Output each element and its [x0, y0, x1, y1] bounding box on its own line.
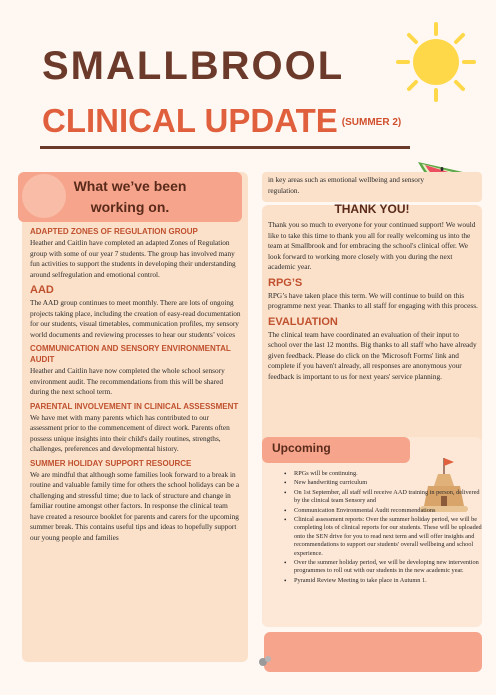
list-item: • New handwriting curriculum: [284, 479, 484, 487]
list-item: • RPGs will be continuing.: [284, 470, 484, 478]
right-panel-body: [268, 220, 478, 385]
left-panel-body: [30, 224, 242, 546]
section-title: ADAPTED ZONES OF REGULATION GROUP: [30, 227, 198, 236]
upcoming-title: Upcoming: [272, 441, 331, 455]
section-title: SUMMER HOLIDAY SUPPORT RESOURCE: [30, 458, 192, 468]
section-title: COMMUNICATION AND SENSORY ENVIRONMENTAL AUDIT: [30, 344, 231, 364]
heading-line-1: What we’ve been: [73, 178, 187, 194]
list-item: • On 1st September, all staff will receive AAD training in person, delivered by the clinical team Sensory and: [284, 489, 484, 506]
evaluation-title: EVALUATION: [268, 315, 338, 328]
list-item: • Pyramid Review Meeting to take place in Autumn 1.: [284, 577, 484, 585]
left-panel-header: [18, 172, 242, 222]
subtitle-text: CLINICAL UPDATE: [42, 102, 338, 139]
pebbles-icon: [258, 654, 272, 668]
upcoming-header: [262, 437, 410, 463]
continuation-box: [262, 172, 482, 202]
section-text: We have met with many parents which has contributed to our assessment prior to the commencement of direct work. Parents often possess unique insights into their child's daily routines, strengths, challenges, preferences and developmental history.: [30, 412, 230, 453]
section-text: Heather and Caitlin have completed an adapted Zones of Regulation group with some of our year 7 students. The group has involved many fun activities to support the students in developing their understanding around selfregulation and emotional control.: [30, 238, 236, 279]
sun-icon: [396, 22, 476, 102]
title-divider: [40, 146, 410, 149]
footer-box: [264, 632, 482, 672]
evaluation-text: The clinical team have coordinated an evaluation of their input to school over the last 12 months. Big thanks to all staff who have already given feedback. Please do click on the 'Microsoft Forms' link and complete if you haven't already, all responses are anonymous your feedback is important to us for next years' service planning.: [268, 329, 477, 381]
page-subtitle: [42, 100, 401, 144]
list-item: • Clinical assessment reports: Over the summer holiday period, we will be completing lots of clinical reports for our students. These will be uploaded onto the SEN drive for you to read next term and will offer insights and recommendations to support our students' overall wellbeing and school experience.: [284, 516, 484, 558]
thanks-text: Thank you so much to everyone for your continued support! We would like to take this time to thank you all for really welcoming us into the team at Smallbrook and for embracing the school's clinical offer. We look forward to working more closely with you during the next academic year.: [268, 220, 476, 271]
section-text: The AAD group continues to meet monthly. There are lots of ongoing projects taking place, including the creation of easy-read documentation for our students, visual timetables, communication profiles, my sensory world documents and reviewing processes to hear our students’ voices: [30, 298, 241, 339]
term-label: (SUMMER 2): [341, 117, 402, 129]
section-title: AAD: [30, 284, 54, 296]
section-text: We are mindful that although some families look forward to a break in routine and valuable family time for others the school holidays can be a challenging and stressful time; due to lack of structure and change in familiar routine amongst other factors. In response the clinical team have created a resource booklet for parents and carers for the upcoming summer break. This contains useful tips and ideas to hopefully support our young people and families: [30, 469, 240, 542]
rpg-text: RPG’s have taken place this term. We will continue to build on this programme next year. Thanks to all staff for engaging with this process.: [268, 290, 478, 310]
thanks-title: THANK YOU!: [334, 202, 410, 216]
section-title: PARENTAL INVOLVEMENT IN CLINICAL ASSESSMENT: [30, 401, 239, 411]
list-item: • Communication Environmental Audit recommendations: [284, 507, 484, 515]
heading-line-2: working on.: [90, 199, 170, 215]
continuation-text: in key areas such as emotional wellbeing and sensory regulation.: [268, 175, 425, 195]
rpg-title: RPG’S: [268, 276, 303, 289]
list-item: • Over the summer holiday period, we will be developing new intervention programmes to roll out with our students in the new academic year.: [284, 559, 484, 576]
left-panel-heading: [18, 176, 242, 218]
page-title: SMALLBROOL: [42, 44, 345, 88]
section-text: Heather and Caitlin have now completed the whole school sensory environment audit. The recommendations from this will be shared during the next school term.: [30, 366, 225, 396]
upcoming-list: [274, 470, 484, 586]
